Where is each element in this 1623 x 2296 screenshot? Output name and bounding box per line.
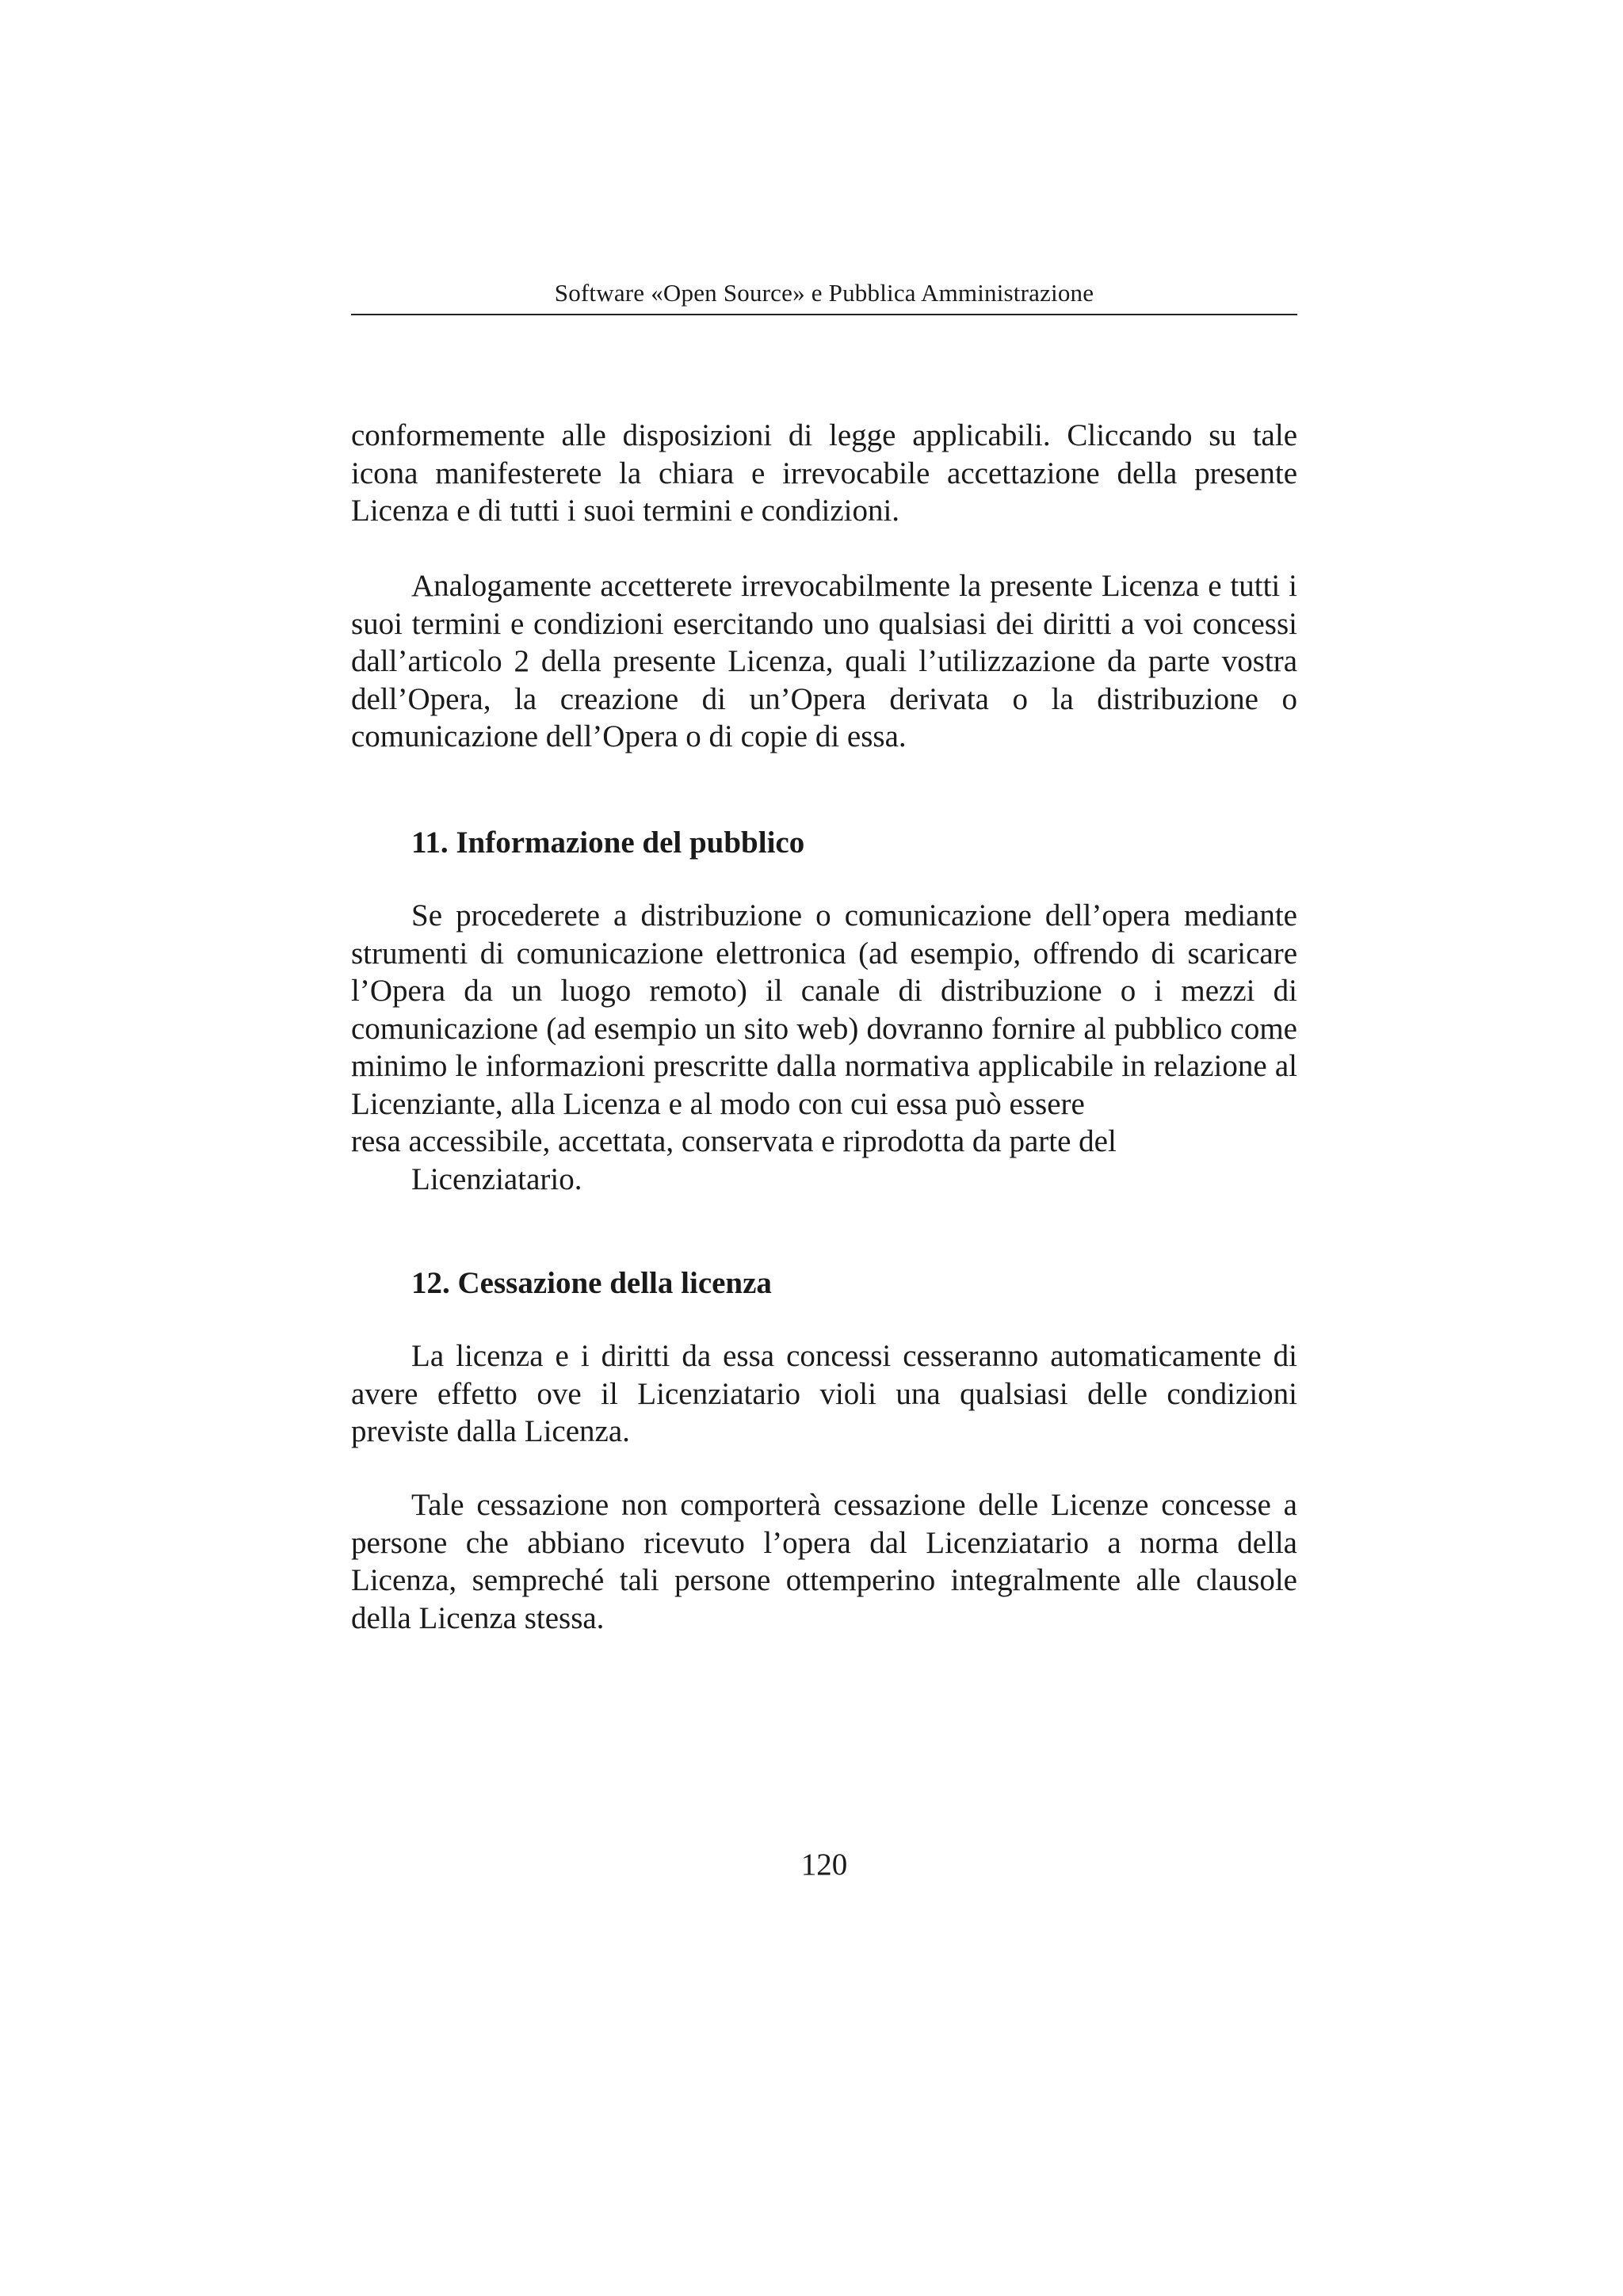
section-11-heading: 11. Informazione del pubblico [411,826,805,860]
header-rule [351,314,1297,315]
section-11-body [351,897,1297,1198]
paragraph-3: Se procederete a distribuzione o comunicazione dell’opera mediante strumenti di comunicazione elettronica (ad esempio, offrendo di scaricare l’Opera da un luogo remoto) il canale di distribuzione o i mezzi di comunicazione (ad esempio un sito web) dovranno fornire al pubblico come minimo le informazioni prescritte dalla normativa applicabile in relazione al Licenziante, alla Licenza e al modo con cui essa può essere [351,898,1297,1121]
section-12 [351,1264,1297,1302]
paragraph-block [351,567,1297,756]
section-12-body [351,1337,1297,1451]
paragraph-block-5 [351,1486,1297,1637]
paragraph-5: Tale cessazione non comporterà cessazione delle Licenze concesse a persone che abbiano ricevuto l’opera dal Licenziatario a norma della Licenza, sempreché tali persone ottemperino integralmente alle clausole della Licenza stessa. [351,1488,1297,1635]
section-12-heading: 12. Cessazione della licenza [411,1266,772,1300]
running-header: Software «Open Source» e Pubblica Amministrazione [554,279,1094,307]
page-number: 120 [800,1848,848,1882]
paragraph-4: La licenza e i diritti da essa concessi cesseranno automaticamente di avere effetto ove il Licenziatario violi una qualsiasi delle condizioni previste dalla Licenza. [351,1339,1297,1448]
paragraph-continuation [351,417,1297,530]
paragraph-2: Analogamente accetterete irrevocabilmente la presente Licenza e tutti i suoi termini e condizioni esercitando uno qualsiasi dei diritti a voi concessi dall’articolo 2 della presente Licenza, quali l’utilizzazione da parte vostra dell’Opera, la creazione di un’Opera derivata o la distribuzione o comunicazione dell’Opera o di copie di essa. [351,569,1297,753]
paragraph-3-tail: resa accessibile, accettata, conservata e riprodotta da parte del [351,1124,1117,1158]
paragraph-1: conformemente alle disposizioni di legge applicabili. Cliccando su tale icona manifesterete la chiara e irrevocabile accettazione della presente Licenza e di tutti i suoi termini e condizioni. [351,418,1297,528]
paragraph-3-last: Licenziatario. [411,1161,582,1196]
section-11 [351,824,1297,862]
